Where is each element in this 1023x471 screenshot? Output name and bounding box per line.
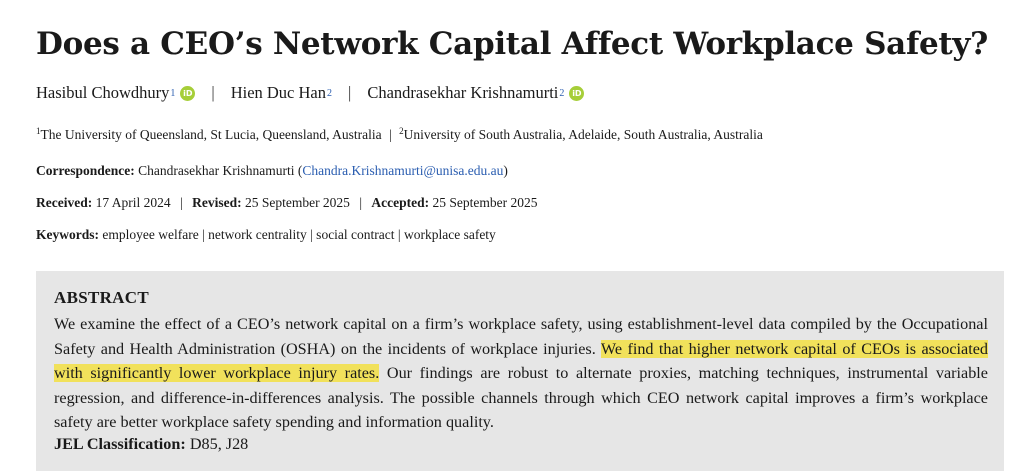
author-list <box>36 83 584 103</box>
date-separator: | <box>359 195 363 210</box>
orcid-icon[interactable]: iD <box>180 86 195 101</box>
abstract-text-part-1: We examine the effect of a CEO’s network capital on a firm’s workplace safety, using establishment-level data compiled by the Occupational Safety and Health Administration (OSHA) on the incidents of workplace injuries. <box>54 315 988 358</box>
accepted-label: Accepted: <box>371 195 430 210</box>
affiliation-separator: | <box>389 127 392 142</box>
abstract-heading: ABSTRACT <box>54 288 149 307</box>
author-name[interactable]: Hasibul Chowdhury <box>36 83 170 102</box>
correspondence-label: Correspondence: <box>36 163 135 178</box>
affiliation-marker: 1 <box>170 87 176 99</box>
author-separator: | <box>211 83 215 102</box>
revised-label: Revised: <box>192 195 242 210</box>
date-separator: | <box>180 195 183 210</box>
keywords-label: Keywords: <box>36 227 99 242</box>
affiliation-1: The University of Queensland, St Lucia, Queensland, Australia <box>40 127 382 142</box>
abstract-section <box>36 271 1004 471</box>
affiliation-2: University of South Australia, Adelaide, South Australia, Australia <box>403 127 763 142</box>
affiliation-marker: 2 <box>399 126 404 136</box>
open-paren: ( <box>297 163 303 178</box>
affiliation-marker: 2 <box>559 87 565 99</box>
close-paren: ) <box>503 163 508 178</box>
abstract-highlight: We find that higher network capital of CEOs is associated with significantly lower workplace injury rates. <box>54 339 989 382</box>
correspondence-name: Chandrasekhar Krishnamurti <box>138 163 295 178</box>
abstract-text <box>54 312 988 435</box>
correspondence-email-link[interactable]: Chandra.Krishnamurti@unisa.edu.au <box>302 163 504 178</box>
revised-date: 25 September 2025 <box>244 195 350 210</box>
jel-classification <box>54 435 248 454</box>
author-name[interactable]: Hien Duc Han <box>230 83 326 102</box>
received-date: 17 April 2024 <box>95 195 171 210</box>
jel-codes: D85, J28 <box>189 435 249 453</box>
jel-label: JEL Classification: <box>54 435 186 453</box>
abstract-text-part-2: Our findings are robust to alternate proxies, matching techniques, instrumental variable regression, and difference-in-differences analysis. The possible channels through which CEO network capital improves a firm’s workplace safety are better workplace safety spending and information quality. <box>54 364 988 431</box>
keywords-value: employee welfare | network centrality | social contract | workplace safety <box>102 227 496 242</box>
article-title: Does a CEO’s Network Capital Affect Workplace Safety? <box>36 26 989 62</box>
affiliation-marker: 1 <box>36 126 41 136</box>
author-name[interactable]: Chandrasekhar Krishnamurti <box>367 83 559 102</box>
affiliations <box>36 126 763 143</box>
orcid-icon[interactable]: iD <box>569 86 584 101</box>
article-dates <box>36 195 537 211</box>
author-separator: | <box>348 83 352 102</box>
keywords <box>36 227 496 243</box>
correspondence <box>36 163 508 179</box>
affiliation-marker: 2 <box>327 87 332 99</box>
accepted-date: 25 September 2025 <box>432 195 538 210</box>
received-label: Received: <box>36 195 93 210</box>
